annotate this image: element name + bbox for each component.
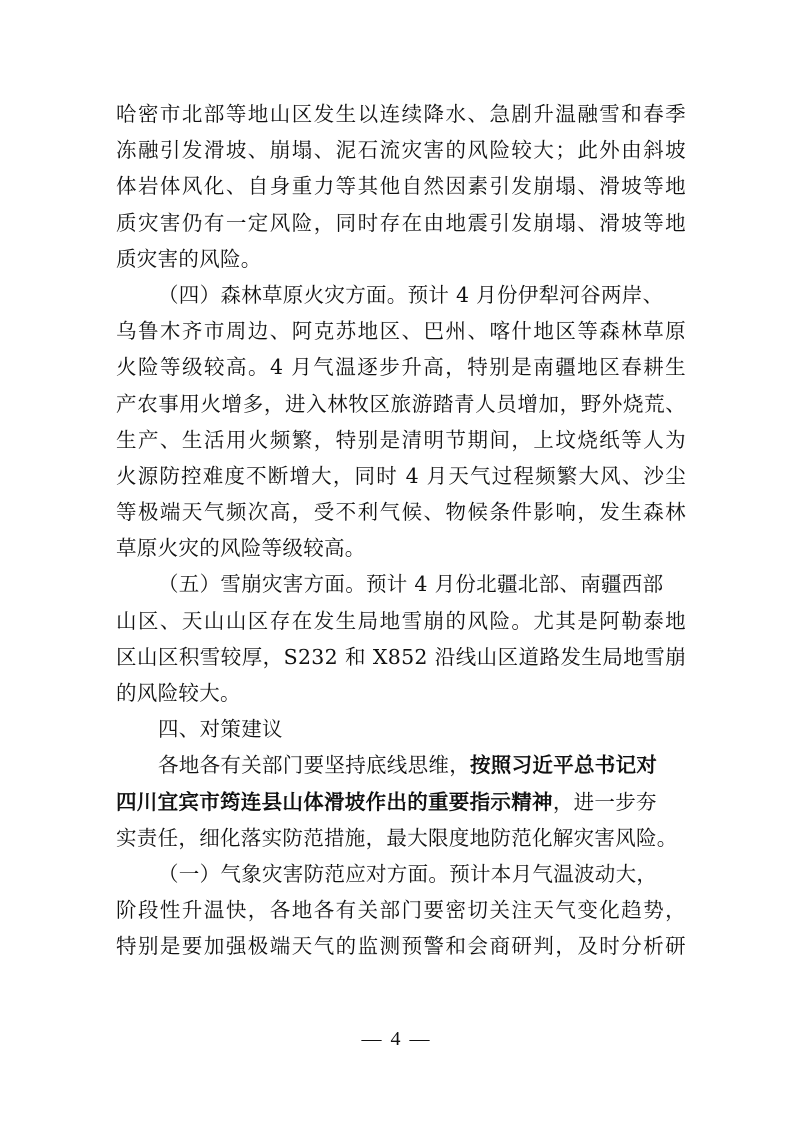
text-line: 阶段性升温快，各地各有关部门要密切关注天气变化趋势， (116, 898, 686, 923)
subsection-heading-weather: （一）气象灾害防范应对方面。 (158, 861, 450, 886)
text-line: 实责任，细化落实防范措施，最大限度地防范化解灾害风险。 (116, 825, 678, 850)
bold-text-span: 按照习近平总书记对 (470, 753, 658, 778)
bold-text-span: 四川宜宾市筠连县山体滑坡作出的重要指示精神 (116, 789, 553, 814)
text-line: 乌鲁木齐市周边、阿克苏地区、巴州、喀什地区等森林草原 (116, 319, 686, 344)
text-line: 哈密市北部等地山区发生以连续降水、急剧升温融雪和春季 (116, 102, 686, 126)
text-span: 预计 4 月份北疆北部、南疆西部 (366, 572, 664, 597)
text-line: 等极端天气频次高，受不利气候、物候条件影响，发生森林 (116, 500, 686, 525)
section-heading: 四、对策建议 (158, 717, 283, 742)
text-line: 草原火灾的风险等级较高。 (116, 536, 366, 561)
text-line: 的风险较大。 (116, 681, 241, 705)
text-line: 火险等级较高。4 月气温逐步升高，特别是南疆地区春耕生 (116, 355, 686, 380)
text-line: 火源防控难度不断增大，同时 4 月天气过程频繁大风、沙尘 (116, 463, 686, 488)
page-number: — 4 — (361, 1028, 432, 1050)
text-line (116, 784, 686, 820)
subsection-heading-fire: （四）森林草原火灾方面。 (158, 282, 408, 307)
text-line: 冻融引发滑坡、崩塌、泥石流灾害的风险较大；此外由斜坡 (116, 138, 686, 163)
text-line: 产农事用火增多，进入林牧区旅游踏青人员增加，野外烧荒、 (116, 391, 686, 416)
paragraph-first-line (116, 566, 686, 602)
text-line: 体岩体风化、自身重力等其他自然因素引发崩塌、滑坡等地 (116, 174, 686, 199)
text-line: 区山区积雪较厚，S232 和 X852 沿线山区道路发生局地雪崩 (116, 644, 686, 669)
text-line: 山区、天山山区存在发生局地雪崩的风险。尤其是阿勒泰地 (116, 608, 686, 633)
text-span: 预计 4 月份伊犁河谷两岸、 (407, 282, 664, 307)
paragraph-first-line (116, 747, 686, 783)
subsection-heading-avalanche: （五）雪崩灾害方面。 (158, 572, 366, 597)
text-line: 质灾害仍有一定风险，同时存在由地震引发崩塌、滑坡等地 (116, 210, 686, 235)
text-span: ，进一步夯 (552, 789, 657, 814)
text-line: 生产、生活用火频繁，特别是清明节期间，上坟烧纸等人为 (116, 427, 686, 452)
text-span: 各地各有关部门要坚持底线思维， (158, 753, 470, 778)
paragraph-first-line (116, 277, 686, 313)
paragraph-first-line (116, 856, 686, 892)
text-line: 质灾害的风险。 (116, 246, 262, 271)
text-span: 预计本月气温波动大， (449, 861, 658, 886)
document-body (116, 96, 686, 965)
text-line: 特别是要加强极端天气的监测预警和会商研判，及时分析研 (116, 934, 686, 959)
